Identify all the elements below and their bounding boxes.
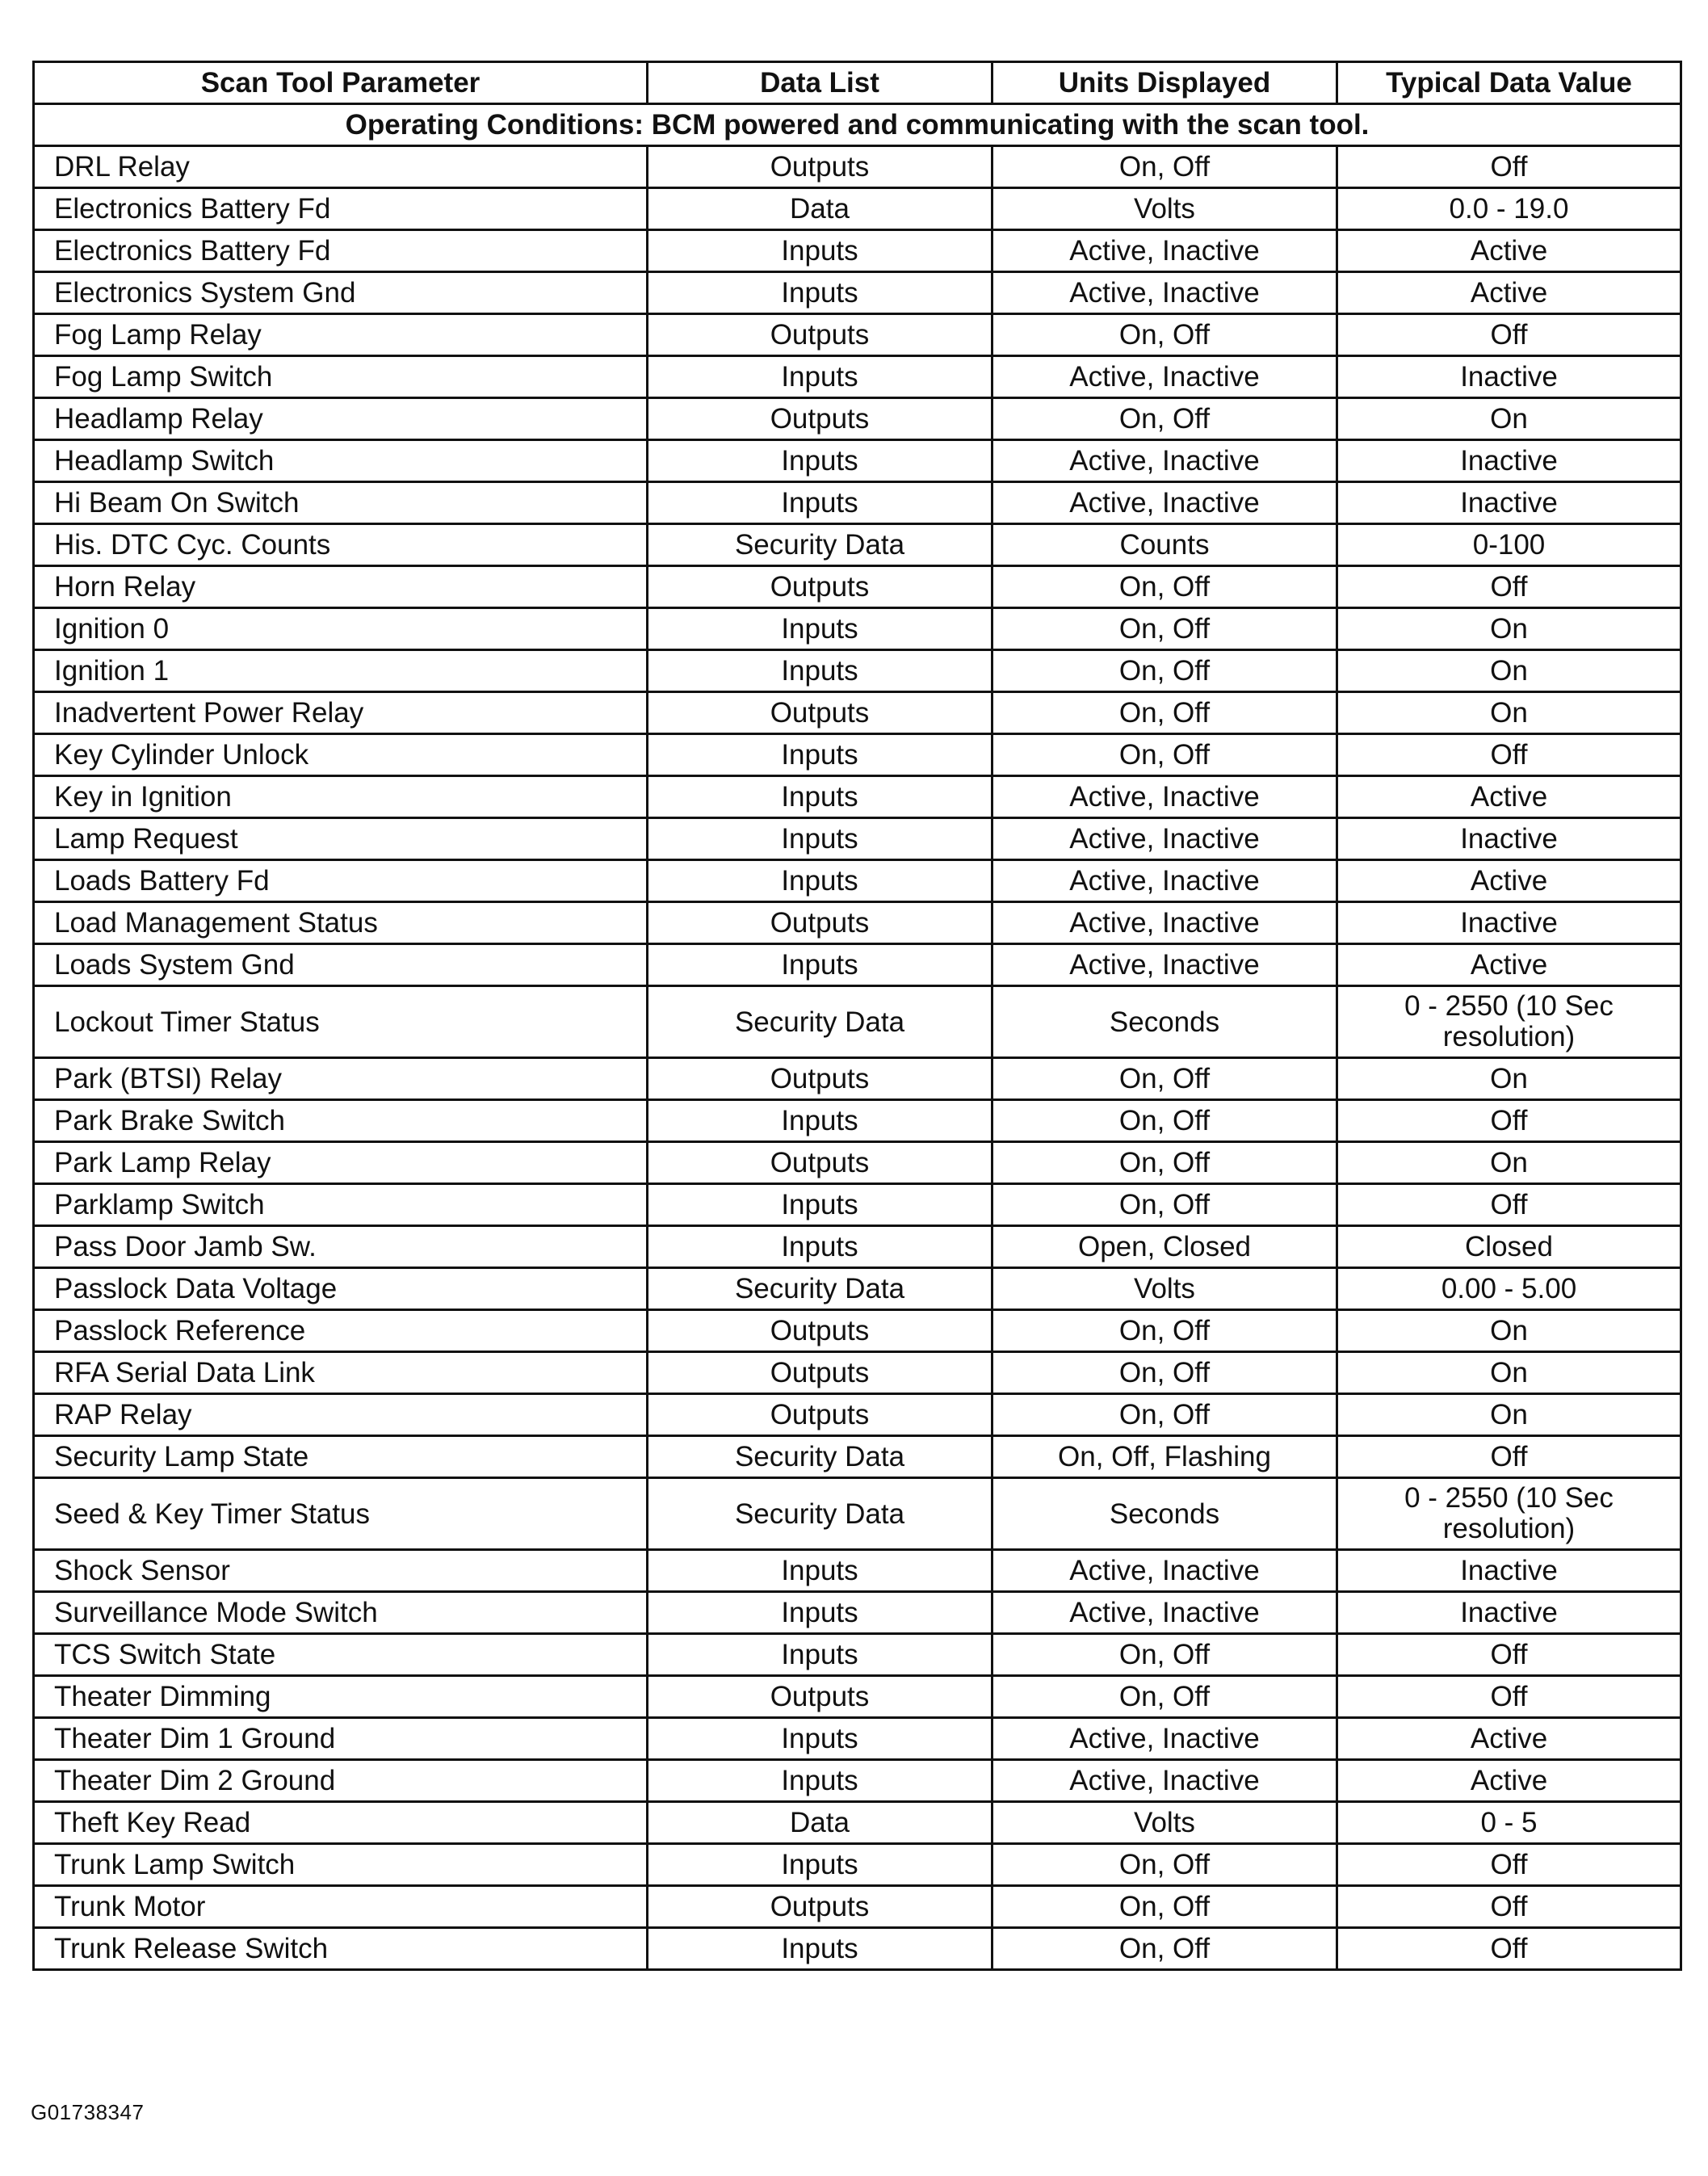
table-row [34, 230, 1681, 272]
table-row [34, 692, 1681, 734]
cell-typical-data-value: 0 - 5 [1337, 1802, 1681, 1844]
cell-units-displayed: Active, Inactive [992, 1592, 1337, 1634]
cell-data-list: Inputs [648, 1592, 992, 1634]
header-data-list: Data List [648, 62, 992, 104]
operating-conditions: Operating Conditions: BCM powered and communicating with the scan tool. [34, 104, 1681, 146]
cell-parameter: TCS Switch State [34, 1634, 648, 1676]
cell-data-list: Inputs [648, 230, 992, 272]
cell-typical-data-value: On [1337, 398, 1681, 440]
cell-units-displayed: On, Off [992, 1100, 1337, 1142]
cell-typical-data-value: On [1337, 1352, 1681, 1394]
cell-units-displayed: On, Off [992, 1142, 1337, 1184]
table-row [34, 314, 1681, 356]
cell-data-list: Inputs [648, 860, 992, 902]
cell-parameter: Park Lamp Relay [34, 1142, 648, 1184]
cell-data-list: Inputs [648, 734, 992, 776]
table-row [34, 440, 1681, 482]
table-row [34, 1802, 1681, 1844]
table-row [34, 1142, 1681, 1184]
cell-typical-data-value: 0 - 2550 (10 Sec resolution) [1337, 986, 1681, 1058]
header-row [34, 62, 1681, 104]
table-row [34, 1550, 1681, 1592]
cell-units-displayed: On, Off [992, 1058, 1337, 1100]
cell-parameter: Electronics System Gnd [34, 272, 648, 314]
cell-units-displayed: On, Off [992, 692, 1337, 734]
cell-typical-data-value: 0-100 [1337, 524, 1681, 566]
cell-data-list: Outputs [648, 566, 992, 608]
cell-parameter: Pass Door Jamb Sw. [34, 1226, 648, 1268]
cell-parameter: Loads System Gnd [34, 944, 648, 986]
cell-units-displayed: Active, Inactive [992, 1760, 1337, 1802]
cell-typical-data-value: Inactive [1337, 440, 1681, 482]
table-row [34, 1592, 1681, 1634]
cell-units-displayed: On, Off [992, 1928, 1337, 1970]
cell-units-displayed: On, Off [992, 566, 1337, 608]
header-scan-tool-parameter: Scan Tool Parameter [34, 62, 648, 104]
cell-units-displayed: Volts [992, 188, 1337, 230]
cell-typical-data-value: Active [1337, 944, 1681, 986]
cell-parameter: Headlamp Relay [34, 398, 648, 440]
cell-data-list: Data [648, 1802, 992, 1844]
operating-conditions-row [34, 104, 1681, 146]
cell-parameter: Passlock Data Voltage [34, 1268, 648, 1310]
cell-parameter: Trunk Motor [34, 1886, 648, 1928]
cell-units-displayed: Active, Inactive [992, 902, 1337, 944]
cell-units-displayed: On, Off [992, 146, 1337, 188]
table-row [34, 188, 1681, 230]
table-row [34, 566, 1681, 608]
cell-units-displayed: Active, Inactive [992, 1718, 1337, 1760]
cell-units-displayed: Active, Inactive [992, 272, 1337, 314]
table-row [34, 1394, 1681, 1436]
cell-parameter: Key in Ignition [34, 776, 648, 818]
cell-data-list: Security Data [648, 524, 992, 566]
table-row [34, 944, 1681, 986]
cell-data-list: Security Data [648, 1268, 992, 1310]
cell-data-list: Inputs [648, 818, 992, 860]
cell-data-list: Inputs [648, 1226, 992, 1268]
cell-units-displayed: Active, Inactive [992, 230, 1337, 272]
cell-parameter: DRL Relay [34, 146, 648, 188]
cell-typical-data-value: On [1337, 1394, 1681, 1436]
cell-data-list: Inputs [648, 1634, 992, 1676]
cell-parameter: Electronics Battery Fd [34, 230, 648, 272]
cell-units-displayed: On, Off [992, 1886, 1337, 1928]
cell-parameter: RAP Relay [34, 1394, 648, 1436]
cell-data-list: Outputs [648, 1142, 992, 1184]
table-row [34, 1310, 1681, 1352]
cell-parameter: Park (BTSI) Relay [34, 1058, 648, 1100]
cell-parameter: Lamp Request [34, 818, 648, 860]
cell-typical-data-value: Inactive [1337, 902, 1681, 944]
cell-data-list: Outputs [648, 314, 992, 356]
cell-typical-data-value: 0 - 2550 (10 Sec resolution) [1337, 1478, 1681, 1550]
table-row [34, 1928, 1681, 1970]
cell-typical-data-value: Active [1337, 1718, 1681, 1760]
cell-data-list: Outputs [648, 1676, 992, 1718]
cell-parameter: Theater Dimming [34, 1676, 648, 1718]
scan-tool-data-table [32, 61, 1682, 1971]
cell-typical-data-value: Inactive [1337, 818, 1681, 860]
cell-units-displayed: On, Off [992, 1310, 1337, 1352]
cell-typical-data-value: On [1337, 1142, 1681, 1184]
cell-units-displayed: On, Off, Flashing [992, 1436, 1337, 1478]
cell-parameter: Load Management Status [34, 902, 648, 944]
cell-data-list: Inputs [648, 1928, 992, 1970]
cell-typical-data-value: Inactive [1337, 356, 1681, 398]
cell-parameter: Trunk Lamp Switch [34, 1844, 648, 1886]
table-row [34, 398, 1681, 440]
cell-typical-data-value: Off [1337, 1928, 1681, 1970]
table-row [34, 1886, 1681, 1928]
table-row [34, 1226, 1681, 1268]
cell-typical-data-value: Off [1337, 566, 1681, 608]
table-row [34, 1676, 1681, 1718]
cell-typical-data-value: Off [1337, 1436, 1681, 1478]
cell-parameter: RFA Serial Data Link [34, 1352, 648, 1394]
cell-units-displayed: Seconds [992, 1478, 1337, 1550]
cell-parameter: Theft Key Read [34, 1802, 648, 1844]
table-row [34, 1100, 1681, 1142]
cell-data-list: Outputs [648, 1886, 992, 1928]
cell-units-displayed: On, Off [992, 1634, 1337, 1676]
cell-typical-data-value: Off [1337, 314, 1681, 356]
cell-data-list: Inputs [648, 482, 992, 524]
cell-data-list: Inputs [648, 944, 992, 986]
cell-typical-data-value: Active [1337, 860, 1681, 902]
cell-units-displayed: On, Off [992, 650, 1337, 692]
table-row [34, 1268, 1681, 1310]
cell-typical-data-value: Closed [1337, 1226, 1681, 1268]
table-row [34, 1718, 1681, 1760]
cell-parameter: Passlock Reference [34, 1310, 648, 1352]
cell-typical-data-value: Inactive [1337, 482, 1681, 524]
cell-typical-data-value: Off [1337, 1676, 1681, 1718]
cell-parameter: Lockout Timer Status [34, 986, 648, 1058]
cell-parameter: Surveillance Mode Switch [34, 1592, 648, 1634]
table-row [34, 734, 1681, 776]
cell-typical-data-value: 0.00 - 5.00 [1337, 1268, 1681, 1310]
cell-data-list: Outputs [648, 902, 992, 944]
cell-data-list: Outputs [648, 1394, 992, 1436]
cell-typical-data-value: On [1337, 1058, 1681, 1100]
cell-units-displayed: On, Off [992, 314, 1337, 356]
cell-parameter: Theater Dim 2 Ground [34, 1760, 648, 1802]
cell-typical-data-value: Inactive [1337, 1550, 1681, 1592]
cell-typical-data-value: Inactive [1337, 1592, 1681, 1634]
cell-units-displayed: Active, Inactive [992, 440, 1337, 482]
cell-units-displayed: On, Off [992, 1352, 1337, 1394]
cell-units-displayed: Active, Inactive [992, 860, 1337, 902]
cell-parameter: Fog Lamp Switch [34, 356, 648, 398]
cell-parameter: Seed & Key Timer Status [34, 1478, 648, 1550]
cell-parameter: Ignition 1 [34, 650, 648, 692]
cell-data-list: Inputs [648, 776, 992, 818]
cell-typical-data-value: On [1337, 692, 1681, 734]
table-row [34, 482, 1681, 524]
table-row [34, 146, 1681, 188]
cell-parameter: Hi Beam On Switch [34, 482, 648, 524]
cell-data-list: Security Data [648, 1436, 992, 1478]
cell-units-displayed: Active, Inactive [992, 818, 1337, 860]
cell-typical-data-value: Off [1337, 734, 1681, 776]
cell-parameter: Ignition 0 [34, 608, 648, 650]
cell-units-displayed: On, Off [992, 734, 1337, 776]
cell-parameter: Theater Dim 1 Ground [34, 1718, 648, 1760]
cell-units-displayed: On, Off [992, 608, 1337, 650]
table-row [34, 1058, 1681, 1100]
cell-data-list: Inputs [648, 1184, 992, 1226]
cell-parameter: Shock Sensor [34, 1550, 648, 1592]
cell-units-displayed: Active, Inactive [992, 776, 1337, 818]
cell-units-displayed: Active, Inactive [992, 944, 1337, 986]
cell-units-displayed: On, Off [992, 398, 1337, 440]
cell-units-displayed: Active, Inactive [992, 356, 1337, 398]
cell-typical-data-value: Off [1337, 1100, 1681, 1142]
table-row [34, 1634, 1681, 1676]
cell-data-list: Inputs [648, 1550, 992, 1592]
cell-typical-data-value: Off [1337, 1844, 1681, 1886]
table-row [34, 356, 1681, 398]
cell-data-list: Outputs [648, 1310, 992, 1352]
cell-parameter: Trunk Release Switch [34, 1928, 648, 1970]
table-row [34, 776, 1681, 818]
table-row [34, 818, 1681, 860]
cell-data-list: Inputs [648, 440, 992, 482]
cell-typical-data-value: Active [1337, 272, 1681, 314]
table-row [34, 1184, 1681, 1226]
cell-typical-data-value: Off [1337, 146, 1681, 188]
cell-data-list: Inputs [648, 1844, 992, 1886]
table-row [34, 860, 1681, 902]
cell-parameter: Park Brake Switch [34, 1100, 648, 1142]
cell-parameter: Key Cylinder Unlock [34, 734, 648, 776]
cell-data-list: Outputs [648, 398, 992, 440]
figure-id: G01738347 [31, 2100, 145, 2124]
cell-data-list: Inputs [648, 272, 992, 314]
cell-units-displayed: On, Off [992, 1844, 1337, 1886]
cell-units-displayed: On, Off [992, 1184, 1337, 1226]
cell-data-list: Outputs [648, 146, 992, 188]
cell-data-list: Outputs [648, 1058, 992, 1100]
table-row [34, 524, 1681, 566]
table-row [34, 1352, 1681, 1394]
cell-data-list: Outputs [648, 692, 992, 734]
cell-typical-data-value: On [1337, 608, 1681, 650]
cell-data-list: Data [648, 188, 992, 230]
table-row [34, 650, 1681, 692]
cell-data-list: Inputs [648, 608, 992, 650]
table-row [34, 1436, 1681, 1478]
cell-parameter: His. DTC Cyc. Counts [34, 524, 648, 566]
cell-typical-data-value: 0.0 - 19.0 [1337, 188, 1681, 230]
table-row [34, 1478, 1681, 1550]
cell-data-list: Inputs [648, 1760, 992, 1802]
cell-units-displayed: Active, Inactive [992, 482, 1337, 524]
cell-parameter: Loads Battery Fd [34, 860, 648, 902]
cell-parameter: Parklamp Switch [34, 1184, 648, 1226]
cell-data-list: Inputs [648, 356, 992, 398]
cell-units-displayed: Volts [992, 1802, 1337, 1844]
cell-parameter: Inadvertent Power Relay [34, 692, 648, 734]
cell-typical-data-value: On [1337, 650, 1681, 692]
cell-typical-data-value: Active [1337, 776, 1681, 818]
cell-data-list: Inputs [648, 650, 992, 692]
cell-units-displayed: On, Off [992, 1394, 1337, 1436]
table-row [34, 1844, 1681, 1886]
cell-typical-data-value: Off [1337, 1184, 1681, 1226]
table-body [34, 104, 1681, 1970]
cell-units-displayed: Counts [992, 524, 1337, 566]
cell-units-displayed: Volts [992, 1268, 1337, 1310]
cell-units-displayed: Active, Inactive [992, 1550, 1337, 1592]
cell-units-displayed: Open, Closed [992, 1226, 1337, 1268]
table-row [34, 902, 1681, 944]
table-row [34, 608, 1681, 650]
cell-typical-data-value: On [1337, 1310, 1681, 1352]
table-row [34, 1760, 1681, 1802]
cell-data-list: Outputs [648, 1352, 992, 1394]
cell-typical-data-value: Active [1337, 1760, 1681, 1802]
cell-typical-data-value: Active [1337, 230, 1681, 272]
cell-parameter: Security Lamp State [34, 1436, 648, 1478]
cell-typical-data-value: Off [1337, 1886, 1681, 1928]
header-typical-data-value: Typical Data Value [1337, 62, 1681, 104]
cell-typical-data-value: Off [1337, 1634, 1681, 1676]
cell-parameter: Headlamp Switch [34, 440, 648, 482]
cell-data-list: Security Data [648, 1478, 992, 1550]
cell-units-displayed: On, Off [992, 1676, 1337, 1718]
cell-data-list: Inputs [648, 1718, 992, 1760]
table-row [34, 986, 1681, 1058]
cell-parameter: Fog Lamp Relay [34, 314, 648, 356]
cell-parameter: Horn Relay [34, 566, 648, 608]
table-row [34, 272, 1681, 314]
cell-data-list: Inputs [648, 1100, 992, 1142]
cell-parameter: Electronics Battery Fd [34, 188, 648, 230]
header-units-displayed: Units Displayed [992, 62, 1337, 104]
cell-units-displayed: Seconds [992, 986, 1337, 1058]
cell-data-list: Security Data [648, 986, 992, 1058]
